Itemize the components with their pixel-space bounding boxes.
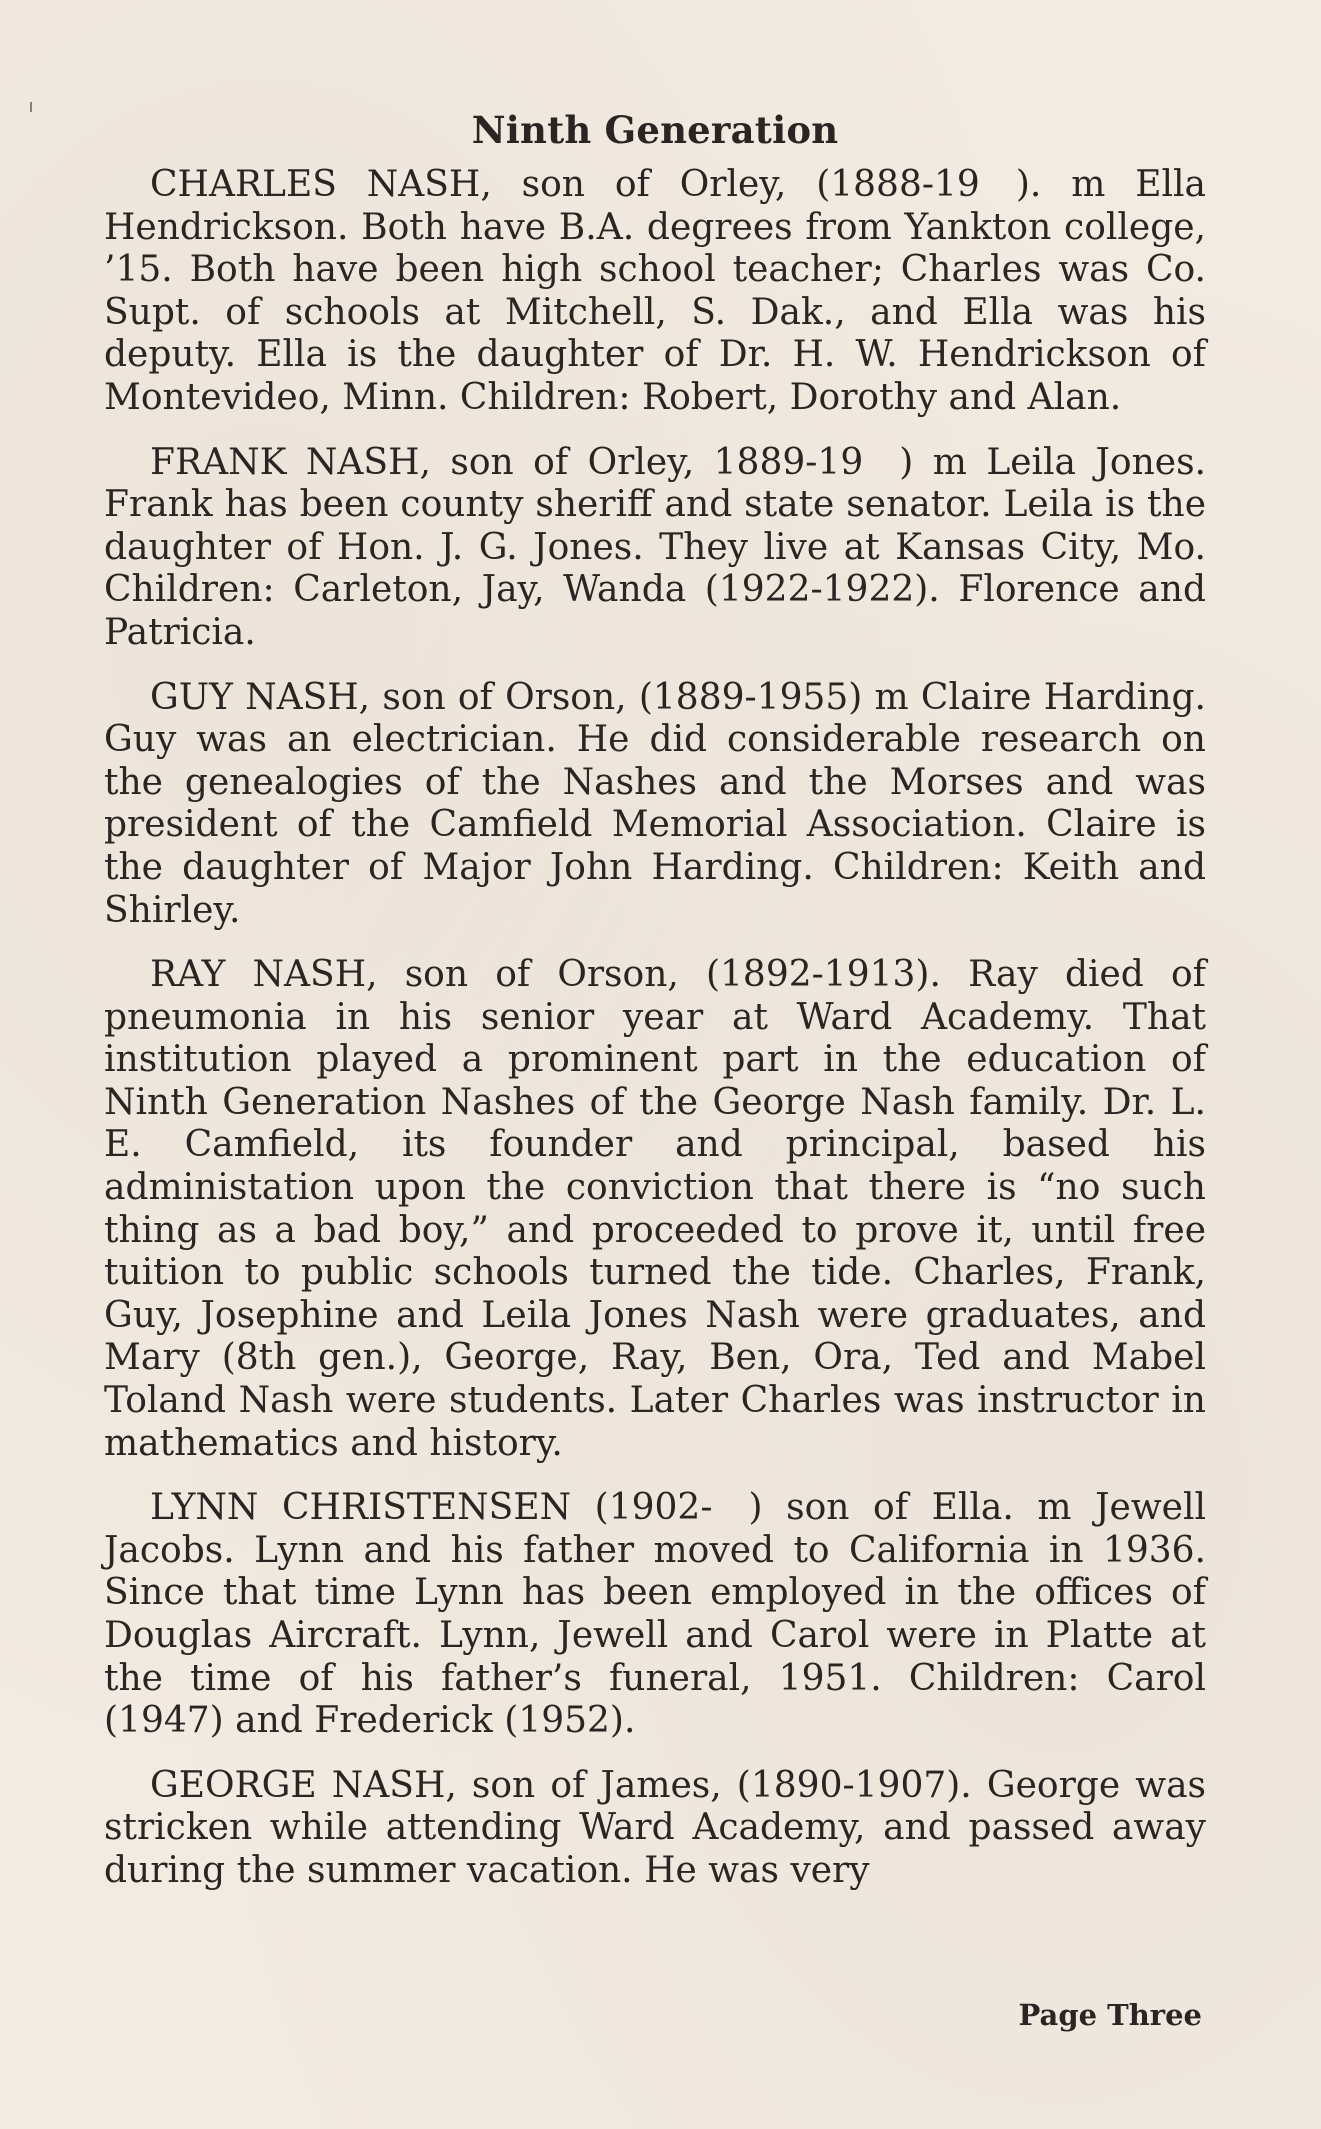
document-page	[104, 104, 1206, 1915]
entry-george-nash: GEORGE NASH, son of James, (1890-1907). George was stricken while attending Ward Academy, and passed away during the summer vacation. He was very	[104, 1764, 1206, 1891]
page-number: Page Three	[1018, 1998, 1202, 2032]
entry-lynn-christensen: LYNN CHRISTENSEN (1902- ) son of Ella. m Jewell Jacobs. Lynn and his father moved to California in 1936. Since that time Lynn has been employed in the offices of Douglas Aircraft. Lynn, Jewell and Carol were in Platte at the time of his father’s funeral, 1951. Children: Carol (1947) and Frederick (1952).	[104, 1487, 1206, 1742]
entry-ray-nash: RAY NASH, son of Orson, (1892-1913). Ray died of pneumonia in his senior year at Ward Academy. That institution played a prominent part in the education of Ninth Generation Nashes of the George Nash family. Dr. L. E. Camfield, its founder and principal, based his administation upon the conviction that there is “no such thing as a bad boy,” and proceeded to prove it, until free tuition to public schools turned the tide. Charles, Frank, Guy, Josephine and Leila Jones Nash were graduates, and Mary (8th gen.), George, Ray, Ben, Ora, Ted and Mabel Toland Nash were students. Later Charles was instructor in mathematics and history.	[104, 954, 1206, 1464]
entry-charles-nash: CHARLES NASH, son of Orley, (1888-19 ). m Ella Hendrickson. Both have B.A. degrees from Yankton college, ’15. Both have been high school teacher; Charles was Co. Supt. of schools at Mitchell, S. Dak., and Ella was his deputy. Ella is the daughter of Dr. H. W. Hendrickson of Montevideo, Minn. Children: Robert, Dorothy and Alan.	[104, 164, 1206, 418]
entry-guy-nash: GUY NASH, son of Orson, (1889-1955) m Claire Harding. Guy was an electrician. He did considerable research on the genealogies of the Nashes and the Morses and was president of the Camfield Memorial Association. Claire is the daughter of Major John Harding. Children: Keith and Shirley.	[104, 676, 1206, 931]
section-heading: Ninth Generation	[471, 108, 839, 152]
entry-frank-nash: FRANK NASH, son of Orley, 1889-19 ) m Leila Jones. Frank has been county sheriff and state senator. Leila is the daughter of Hon. J. G. Jones. They live at Kansas City, Mo. Children: Carleton, Jay, Wanda (1922-1922). Florence and Patricia.	[104, 441, 1206, 653]
scan-mark	[30, 102, 32, 112]
